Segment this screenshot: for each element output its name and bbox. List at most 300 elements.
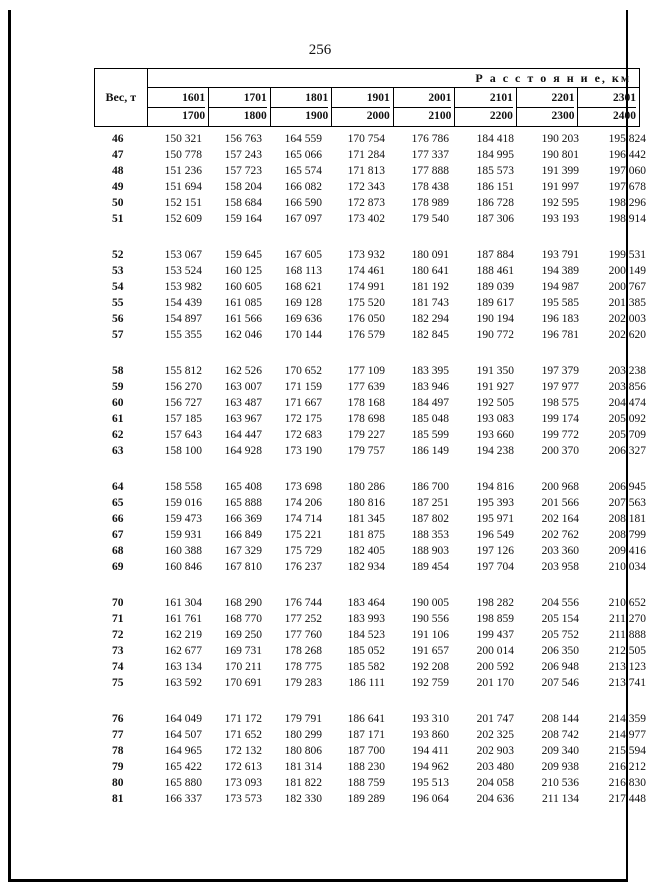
value-cell: 184 995 [476, 149, 514, 161]
value-cell: 187 884 [476, 249, 514, 261]
value-cell: 193 791 [541, 249, 579, 261]
value-cell: 182 294 [411, 313, 449, 325]
value-cell: 182 405 [347, 545, 385, 557]
weight-cell: 50 [112, 197, 124, 209]
value-cell: 183 464 [347, 597, 385, 609]
value-cell: 151 694 [164, 181, 202, 193]
value-cell: 161 304 [164, 597, 202, 609]
value-cell: 166 590 [284, 197, 322, 209]
value-cell: 172 613 [224, 761, 262, 773]
weight-cell: 53 [112, 265, 124, 277]
weight-column-header: Вес, т [95, 69, 148, 127]
value-cell: 197 704 [476, 561, 514, 573]
weight-cell: 67 [112, 529, 124, 541]
value-cell: 185 599 [411, 429, 449, 441]
weight-cell: 48 [112, 165, 124, 177]
value-cell: 186 111 [348, 677, 385, 689]
value-cell: 171 172 [224, 713, 262, 725]
table-row [94, 543, 646, 559]
value-cell: 213 123 [608, 661, 646, 673]
value-cell: 189 289 [347, 793, 385, 805]
weight-cell: 49 [112, 181, 124, 193]
value-cell: 210 536 [541, 777, 579, 789]
value-cell: 173 698 [284, 481, 322, 493]
table-row [94, 559, 646, 575]
value-cell: 165 408 [224, 481, 262, 493]
table-row [94, 595, 646, 611]
value-cell: 180 816 [347, 497, 385, 509]
value-cell: 164 447 [224, 429, 262, 441]
value-cell: 165 066 [284, 149, 322, 161]
value-cell: 215 594 [608, 745, 646, 757]
value-cell: 211 134 [542, 793, 579, 805]
value-cell: 191 399 [541, 165, 579, 177]
table-row [94, 279, 646, 295]
value-cell: 178 698 [347, 413, 385, 425]
value-cell: 203 856 [608, 381, 646, 393]
table-row [94, 675, 646, 691]
value-cell: 188 230 [347, 761, 385, 773]
value-cell: 186 728 [476, 197, 514, 209]
value-cell: 157 643 [164, 429, 202, 441]
value-cell: 204 058 [476, 777, 514, 789]
weight-cell: 61 [112, 413, 124, 425]
value-cell: 200 767 [608, 281, 646, 293]
value-cell: 161 761 [164, 613, 202, 625]
value-cell: 193 860 [411, 729, 449, 741]
table-row [94, 443, 646, 459]
group-spacer [94, 691, 614, 711]
value-cell: 186 149 [411, 445, 449, 457]
value-cell: 178 775 [284, 661, 322, 673]
value-cell: 201 747 [476, 713, 514, 725]
range-header: 2101 2200 [455, 88, 517, 127]
value-cell: 177 109 [347, 365, 385, 377]
value-cell: 180 806 [284, 745, 322, 757]
value-cell: 174 461 [347, 265, 385, 277]
value-cell: 191 997 [541, 181, 579, 193]
value-cell: 154 439 [164, 297, 202, 309]
value-cell: 195 393 [476, 497, 514, 509]
range-header: 1801 1900 [270, 88, 332, 127]
value-cell: 170 691 [224, 677, 262, 689]
value-cell: 198 575 [541, 397, 579, 409]
value-cell: 158 684 [224, 197, 262, 209]
group-spacer [94, 343, 614, 363]
value-cell: 170 652 [284, 365, 322, 377]
value-cell: 194 411 [412, 745, 449, 757]
weight-cell: 68 [112, 545, 124, 557]
value-cell: 182 934 [347, 561, 385, 573]
value-cell: 202 325 [476, 729, 514, 741]
value-cell: 176 237 [284, 561, 322, 573]
value-cell: 179 757 [347, 445, 385, 457]
value-cell: 160 605 [224, 281, 262, 293]
value-cell: 190 005 [411, 597, 449, 609]
table-row [94, 427, 646, 443]
table-row [94, 211, 646, 227]
value-cell: 176 744 [284, 597, 322, 609]
group-spacer [94, 575, 614, 595]
value-cell: 180 299 [284, 729, 322, 741]
value-cell: 164 928 [224, 445, 262, 457]
value-cell: 192 208 [411, 661, 449, 673]
value-cell: 210 652 [608, 597, 646, 609]
value-cell: 156 727 [164, 397, 202, 409]
value-cell: 179 227 [347, 429, 385, 441]
value-cell: 152 609 [164, 213, 202, 225]
table-row [94, 611, 646, 627]
table-row [94, 363, 646, 379]
value-cell: 169 128 [284, 297, 322, 309]
value-cell: 210 034 [608, 561, 646, 573]
value-cell: 162 677 [164, 645, 202, 657]
value-cell: 202 762 [541, 529, 579, 541]
value-cell: 214 977 [608, 729, 646, 741]
value-cell: 177 760 [284, 629, 322, 641]
value-cell: 167 810 [224, 561, 262, 573]
page-number: 256 [308, 42, 332, 58]
value-cell: 192 595 [541, 197, 579, 209]
value-cell: 216 830 [608, 777, 646, 789]
value-cell: 203 360 [541, 545, 579, 557]
value-cell: 174 206 [284, 497, 322, 509]
value-cell: 193 310 [411, 713, 449, 725]
value-cell: 204 636 [476, 793, 514, 805]
value-cell: 161 085 [224, 297, 262, 309]
value-cell: 202 903 [476, 745, 514, 757]
table-row [94, 791, 646, 807]
value-cell: 164 049 [164, 713, 202, 725]
table-row [94, 511, 646, 527]
value-cell: 159 164 [224, 213, 262, 225]
value-cell: 209 416 [608, 545, 646, 557]
value-cell: 172 132 [224, 745, 262, 757]
value-cell: 194 389 [541, 265, 579, 277]
value-cell: 153 524 [164, 265, 202, 277]
value-cell: 207 546 [541, 677, 579, 689]
value-cell: 168 113 [285, 265, 322, 277]
range-header: 1901 2000 [332, 88, 394, 127]
value-cell: 159 645 [224, 249, 262, 261]
value-cell: 201 170 [476, 677, 514, 689]
value-cell: 195 824 [608, 133, 646, 145]
value-cell: 176 050 [347, 313, 385, 325]
value-cell: 200 968 [541, 481, 579, 493]
value-cell: 174 991 [347, 281, 385, 293]
value-cell: 188 353 [411, 529, 449, 541]
value-cell: 192 759 [411, 677, 449, 689]
weight-cell: 79 [112, 761, 124, 773]
value-cell: 170 211 [225, 661, 262, 673]
table-row [94, 147, 646, 163]
value-cell: 154 897 [164, 313, 202, 325]
value-cell: 166 082 [284, 181, 322, 193]
value-cell: 171 813 [347, 165, 385, 177]
value-cell: 203 238 [608, 365, 646, 377]
value-cell: 173 573 [224, 793, 262, 805]
value-cell: 187 700 [347, 745, 385, 757]
value-cell: 202 164 [541, 513, 579, 525]
value-cell: 173 402 [347, 213, 385, 225]
value-cell: 199 437 [476, 629, 514, 641]
value-cell: 185 052 [347, 645, 385, 657]
value-cell: 171 667 [284, 397, 322, 409]
value-cell: 199 772 [541, 429, 579, 441]
range-header: 2301 2400 [578, 88, 640, 127]
weight-cell: 75 [112, 677, 124, 689]
value-cell: 157 243 [224, 149, 262, 161]
value-cell: 199 174 [541, 413, 579, 425]
value-cell: 150 778 [164, 149, 202, 161]
value-cell: 205 709 [608, 429, 646, 441]
weight-cell: 69 [112, 561, 124, 573]
weight-cell: 51 [112, 213, 124, 225]
value-cell: 157 185 [164, 413, 202, 425]
value-cell: 204 556 [541, 597, 579, 609]
value-cell: 156 763 [224, 133, 262, 145]
value-cell: 180 641 [411, 265, 449, 277]
weight-cell: 58 [112, 365, 124, 377]
value-cell: 173 932 [347, 249, 385, 261]
value-cell: 189 617 [476, 297, 514, 309]
value-cell: 176 786 [411, 133, 449, 145]
value-cell: 206 945 [608, 481, 646, 493]
value-cell: 195 513 [411, 777, 449, 789]
value-cell: 205 154 [541, 613, 579, 625]
value-cell: 153 982 [164, 281, 202, 293]
value-cell: 193 660 [476, 429, 514, 441]
value-cell: 197 379 [541, 365, 579, 377]
table-row [94, 311, 646, 327]
value-cell: 205 092 [608, 413, 646, 425]
value-cell: 217 448 [608, 793, 646, 805]
table-row [94, 759, 646, 775]
value-cell: 168 290 [224, 597, 262, 609]
weight-cell: 62 [112, 429, 124, 441]
value-cell: 166 369 [224, 513, 262, 525]
value-cell: 194 987 [541, 281, 579, 293]
value-cell: 183 993 [347, 613, 385, 625]
table-row [94, 195, 646, 211]
value-cell: 181 314 [284, 761, 322, 773]
value-cell: 157 723 [224, 165, 262, 177]
value-cell: 161 566 [224, 313, 262, 325]
value-cell: 175 520 [347, 297, 385, 309]
value-cell: 188 903 [411, 545, 449, 557]
value-cell: 202 003 [608, 313, 646, 325]
weight-cell: 77 [112, 729, 124, 741]
value-cell: 209 938 [541, 761, 579, 773]
value-cell: 202 620 [608, 329, 646, 341]
value-cell: 172 343 [347, 181, 385, 193]
value-cell: 208 144 [541, 713, 579, 725]
value-cell: 184 497 [411, 397, 449, 409]
value-cell: 206 350 [541, 645, 579, 657]
value-cell: 155 355 [164, 329, 202, 341]
value-cell: 197 060 [608, 165, 646, 177]
value-cell: 208 799 [608, 529, 646, 541]
distance-header: Р а с с т о я н и е, км [147, 69, 639, 88]
value-cell: 190 556 [411, 613, 449, 625]
value-cell: 197 126 [476, 545, 514, 557]
range-header: 2001 2100 [393, 88, 455, 127]
value-cell: 167 605 [284, 249, 322, 261]
value-cell: 177 888 [411, 165, 449, 177]
value-cell: 186 151 [476, 181, 514, 193]
table-row [94, 527, 646, 543]
weight-cell: 52 [112, 249, 124, 261]
value-cell: 171 652 [224, 729, 262, 741]
value-cell: 187 171 [347, 729, 385, 741]
table-row [94, 295, 646, 311]
table-row [94, 411, 646, 427]
range-header: 2201 2300 [516, 88, 578, 127]
value-cell: 166 849 [224, 529, 262, 541]
value-cell: 180 091 [411, 249, 449, 261]
value-cell: 165 880 [164, 777, 202, 789]
value-cell: 167 097 [284, 213, 322, 225]
value-cell: 190 772 [476, 329, 514, 341]
value-cell: 187 306 [476, 213, 514, 225]
value-cell: 199 531 [608, 249, 646, 261]
table-row [94, 479, 646, 495]
value-cell: 211 888 [609, 629, 646, 641]
value-cell: 186 641 [347, 713, 385, 725]
value-cell: 211 270 [609, 613, 646, 625]
value-cell: 184 523 [347, 629, 385, 641]
value-cell: 181 875 [347, 529, 385, 541]
value-cell: 200 014 [476, 645, 514, 657]
weight-cell: 47 [112, 149, 124, 161]
weight-cell: 54 [112, 281, 124, 293]
value-cell: 166 337 [164, 793, 202, 805]
value-cell: 159 016 [164, 497, 202, 509]
weight-cell: 59 [112, 381, 124, 393]
weight-cell: 56 [112, 313, 124, 325]
value-cell: 156 270 [164, 381, 202, 393]
value-cell: 170 144 [284, 329, 322, 341]
value-cell: 209 340 [541, 745, 579, 757]
value-cell: 167 329 [224, 545, 262, 557]
value-cell: 158 558 [164, 481, 202, 493]
value-cell: 189 454 [411, 561, 449, 573]
value-cell: 163 007 [224, 381, 262, 393]
value-cell: 160 388 [164, 545, 202, 557]
value-cell: 183 946 [411, 381, 449, 393]
value-cell: 207 563 [608, 497, 646, 509]
value-cell: 162 526 [224, 365, 262, 377]
value-cell: 189 039 [476, 281, 514, 293]
weight-cell: 63 [112, 445, 124, 457]
value-cell: 190 801 [541, 149, 579, 161]
value-cell: 193 083 [476, 413, 514, 425]
value-cell: 178 168 [347, 397, 385, 409]
value-cell: 200 149 [608, 265, 646, 277]
value-cell: 186 700 [411, 481, 449, 493]
weight-cell: 81 [112, 793, 124, 805]
table-row [94, 327, 646, 343]
value-cell: 182 845 [411, 329, 449, 341]
table-row [94, 743, 646, 759]
value-cell: 153 067 [164, 249, 202, 261]
value-cell: 198 914 [608, 213, 646, 225]
group-spacer [94, 227, 614, 247]
value-cell: 212 505 [608, 645, 646, 657]
value-cell: 188 461 [476, 265, 514, 277]
value-cell: 200 370 [541, 445, 579, 457]
value-cell: 201 566 [541, 497, 579, 509]
value-cell: 175 729 [284, 545, 322, 557]
value-cell: 190 194 [476, 313, 514, 325]
value-cell: 201 385 [608, 297, 646, 309]
range-header: 1701 1800 [209, 88, 271, 127]
weight-cell: 65 [112, 497, 124, 509]
weight-cell: 66 [112, 513, 124, 525]
value-cell: 196 549 [476, 529, 514, 541]
table-row [94, 379, 646, 395]
value-cell: 163 967 [224, 413, 262, 425]
value-cell: 187 802 [411, 513, 449, 525]
value-cell: 177 639 [347, 381, 385, 393]
range-header: 1601 1700 [147, 88, 209, 127]
value-cell: 150 321 [164, 133, 202, 145]
weight-cell: 73 [112, 645, 124, 657]
table-row [94, 627, 646, 643]
value-cell: 163 134 [164, 661, 202, 673]
value-cell: 162 219 [164, 629, 202, 641]
weight-cell: 64 [112, 481, 124, 493]
value-cell: 195 971 [476, 513, 514, 525]
value-cell: 203 958 [541, 561, 579, 573]
table-row [94, 131, 646, 147]
value-cell: 177 337 [411, 149, 449, 161]
weight-cell: 46 [112, 133, 124, 145]
value-cell: 170 754 [347, 133, 385, 145]
value-cell: 172 873 [347, 197, 385, 209]
value-cell: 213 741 [608, 677, 646, 689]
value-cell: 162 046 [224, 329, 262, 341]
value-cell: 160 846 [164, 561, 202, 573]
table-row [94, 263, 646, 279]
value-cell: 194 238 [476, 445, 514, 457]
value-cell: 172 175 [284, 413, 322, 425]
value-cell: 151 236 [164, 165, 202, 177]
value-cell: 191 657 [411, 645, 449, 657]
value-cell: 171 159 [284, 381, 322, 393]
value-cell: 169 731 [224, 645, 262, 657]
value-cell: 172 683 [284, 429, 322, 441]
value-cell: 197 678 [608, 181, 646, 193]
table-row [94, 659, 646, 675]
value-cell: 204 474 [608, 397, 646, 409]
value-cell: 184 418 [476, 133, 514, 145]
value-cell: 214 359 [608, 713, 646, 725]
weight-cell: 78 [112, 745, 124, 757]
table-body [94, 131, 646, 807]
value-cell: 196 183 [541, 313, 579, 325]
table-header [94, 68, 640, 127]
value-cell: 195 585 [541, 297, 579, 309]
table-row [94, 775, 646, 791]
value-cell: 180 286 [347, 481, 385, 493]
value-cell: 187 251 [411, 497, 449, 509]
value-cell: 179 540 [411, 213, 449, 225]
value-cell: 152 151 [164, 197, 202, 209]
table-row [94, 643, 646, 659]
value-cell: 181 822 [284, 777, 322, 789]
value-cell: 164 507 [164, 729, 202, 741]
